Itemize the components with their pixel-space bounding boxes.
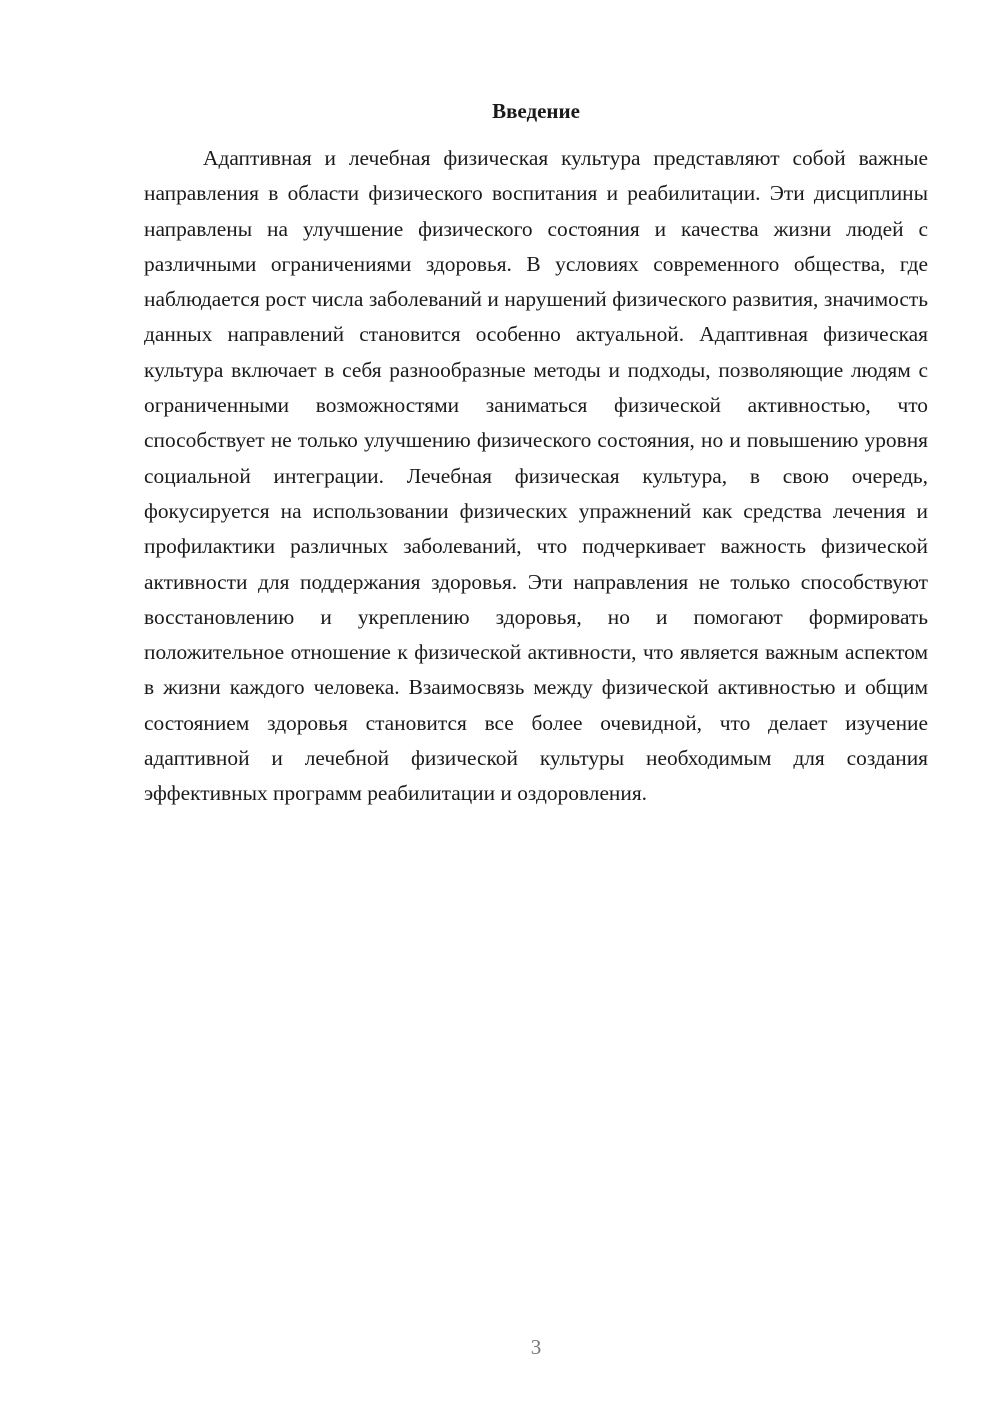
body-paragraph: Адаптивная и лечебная физическая культура представляют собой важные направления в области физического воспитания и реабилитации. Эти дисциплины направлены на улучшение физического состояния и качества жизни людей с различными ограничениями здоровья. В условиях современного общества, где наблюдается рост числа заболеваний и нарушений физического развития, значимость данных направлений становится особенно актуальной. Адаптивная физическая культура включает в себя разнообразные методы и подходы, позволяющие людям с ограниченными возможностями заниматься физической активностью, что способствует не только улучшению физического состояния, но и повышению уровня социальной интеграции. Лечебная физическая культура, в свою очередь, фокусируется на использовании физических упражнений как средства лечения и профилактики различных заболеваний, что подчеркивает важность физической активности для поддержания здоровья. Эти направления не только способствуют восстановлению и укреплению здоровья, но и помогают формировать положительное отношение к физической активности, что является важным аспектом в жизни каждого человека. Взаимосвязь между физической активностью и общим состоянием здоровья становится все более очевидной, что делает изучение адаптивной и лечебной физической культуры необходимым для создания эффективных программ реабилитации и оздоровления. (144, 146, 928, 806)
section-heading: Введение (492, 99, 580, 123)
page-number: 3 (530, 1335, 542, 1359)
